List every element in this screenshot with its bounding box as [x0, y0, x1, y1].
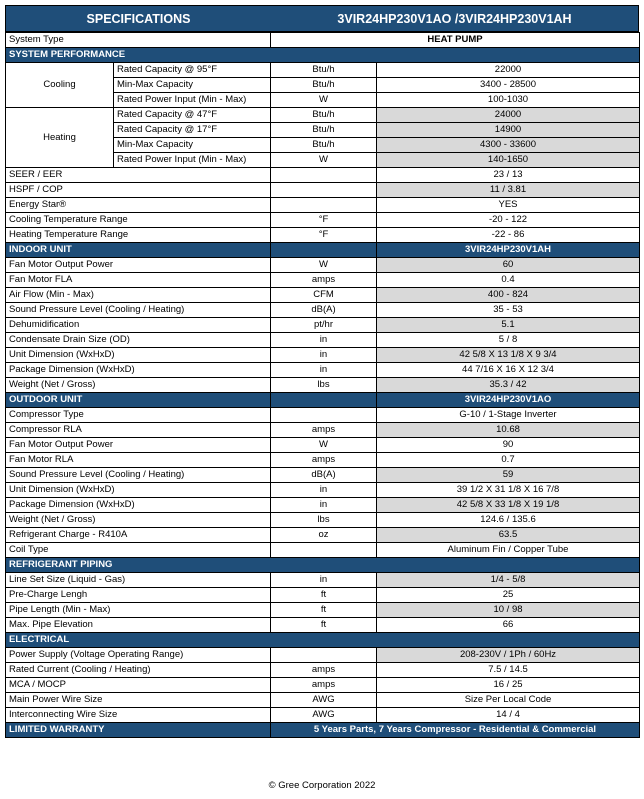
table-row [6, 693, 640, 708]
spec-unit: amps [271, 273, 377, 288]
spec-label: Rated Capacity @ 95°F [114, 63, 271, 78]
group-label: Cooling [6, 63, 114, 108]
spec-unit: Btu/h [271, 78, 377, 93]
spec-value: 90 [377, 438, 640, 453]
table-row [6, 513, 640, 528]
spec-label: Sound Pressure Level (Cooling / Heating) [6, 303, 271, 318]
title-bar [5, 5, 639, 32]
spec-unit: W [271, 93, 377, 108]
table-row [6, 528, 640, 543]
table-row [6, 318, 640, 333]
table-row [6, 363, 640, 378]
section-unit-blank [271, 243, 377, 258]
spec-label: Fan Motor Output Power [6, 438, 271, 453]
spec-sheet [5, 5, 639, 738]
spec-label: HSPF / COP [6, 183, 271, 198]
spec-label: Min-Max Capacity [114, 78, 271, 93]
section-header [6, 48, 640, 63]
group-label: Heating [6, 108, 114, 168]
table-row [6, 588, 640, 603]
table-row [6, 483, 640, 498]
table-row [6, 168, 640, 183]
spec-unit: W [271, 258, 377, 273]
spec-label: Compressor Type [6, 408, 271, 423]
spec-value: 10.68 [377, 423, 640, 438]
spec-value: 24000 [377, 108, 640, 123]
spec-value: 42 5/8 X 13 1/8 X 9 3/4 [377, 348, 640, 363]
spec-unit: amps [271, 678, 377, 693]
spec-label: Compressor RLA [6, 423, 271, 438]
spec-unit: W [271, 438, 377, 453]
spec-value: 60 [377, 258, 640, 273]
spec-unit: ft [271, 588, 377, 603]
table-row [6, 603, 640, 618]
spec-value: Aluminum Fin / Copper Tube [377, 543, 640, 558]
spec-label: Pre-Charge Lengh [6, 588, 271, 603]
spec-unit: AWG [271, 708, 377, 723]
section-title: ELECTRICAL [6, 633, 640, 648]
table-row [6, 468, 640, 483]
table-row [6, 183, 640, 198]
spec-unit: Btu/h [271, 108, 377, 123]
table-row [6, 678, 640, 693]
spec-value: 3400 - 28500 [377, 78, 640, 93]
section-header [6, 393, 640, 408]
spec-label: Air Flow (Min - Max) [6, 288, 271, 303]
table-row [6, 453, 640, 468]
spec-unit: oz [271, 528, 377, 543]
spec-label: Power Supply (Voltage Operating Range) [6, 648, 271, 663]
spec-unit: pt/hr [271, 318, 377, 333]
spec-label: Fan Motor RLA [6, 453, 271, 468]
spec-value: 66 [377, 618, 640, 633]
spec-unit [271, 183, 377, 198]
spec-label: Dehumidification [6, 318, 271, 333]
spec-value: 23 / 13 [377, 168, 640, 183]
spec-unit: CFM [271, 288, 377, 303]
spec-unit: in [271, 333, 377, 348]
table-row [6, 423, 640, 438]
table-row [6, 108, 640, 123]
spec-value: 0.4 [377, 273, 640, 288]
spec-value: YES [377, 198, 640, 213]
spec-label: Energy Star® [6, 198, 271, 213]
spec-label: Fan Motor Output Power [6, 258, 271, 273]
spec-label: Rated Capacity @ 17°F [114, 123, 271, 138]
table-row [6, 33, 640, 48]
spec-value: 0.7 [377, 453, 640, 468]
spec-value: 25 [377, 588, 640, 603]
spec-label: Coil Type [6, 543, 271, 558]
spec-value: 11 / 3.81 [377, 183, 640, 198]
spec-label: Min-Max Capacity [114, 138, 271, 153]
spec-unit [271, 408, 377, 423]
model-numbers: 3VIR24HP230V1AO /3VIR24HP230V1AH [337, 11, 572, 26]
spec-unit [271, 168, 377, 183]
warranty-row [6, 723, 640, 738]
spec-value: -22 - 86 [377, 228, 640, 243]
table-row [6, 378, 640, 393]
spec-label: Unit Dimension (WxHxD) [6, 483, 271, 498]
spec-label: Unit Dimension (WxHxD) [6, 348, 271, 363]
table-row [6, 348, 640, 363]
spec-label: Max. Pipe Elevation [6, 618, 271, 633]
spec-unit: °F [271, 228, 377, 243]
spec-label: MCA / MOCP [6, 678, 271, 693]
warranty-value: 5 Years Parts, 7 Years Compressor - Residential & Commercial [271, 723, 640, 738]
spec-value: 5 / 8 [377, 333, 640, 348]
spec-unit: in [271, 348, 377, 363]
spec-label: Package Dimension (WxHxD) [6, 363, 271, 378]
spec-unit [271, 543, 377, 558]
spec-label: Rated Power Input (Min - Max) [114, 93, 271, 108]
table-row [6, 438, 640, 453]
section-model: 3VIR24HP230V1AH [377, 243, 640, 258]
section-title: OUTDOOR UNIT [6, 393, 271, 408]
spec-label: Heating Temperature Range [6, 228, 271, 243]
spec-unit: ft [271, 618, 377, 633]
table-row [6, 273, 640, 288]
table-row [6, 573, 640, 588]
table-row [6, 63, 640, 78]
spec-unit: in [271, 573, 377, 588]
table-row [6, 648, 640, 663]
section-title: LIMITED WARRANTY [6, 723, 271, 738]
spec-unit: in [271, 498, 377, 513]
spec-unit: AWG [271, 693, 377, 708]
spec-unit: ft [271, 603, 377, 618]
table-row [6, 228, 640, 243]
spec-unit: dB(A) [271, 468, 377, 483]
spec-unit: dB(A) [271, 303, 377, 318]
table-row [6, 708, 640, 723]
spec-unit: lbs [271, 378, 377, 393]
spec-value: 22000 [377, 63, 640, 78]
table-row [6, 543, 640, 558]
table-row [6, 213, 640, 228]
spec-label: Sound Pressure Level (Cooling / Heating) [6, 468, 271, 483]
spec-value: -20 - 122 [377, 213, 640, 228]
spec-value: 42 5/8 X 33 1/8 X 19 1/8 [377, 498, 640, 513]
spec-value: 39 1/2 X 31 1/8 X 16 7/8 [377, 483, 640, 498]
section-unit-blank [271, 393, 377, 408]
section-title: REFRIGERANT PIPING [6, 558, 640, 573]
spec-label: Pipe Length (Min - Max) [6, 603, 271, 618]
table-row [6, 663, 640, 678]
spec-label: Rated Current (Cooling / Heating) [6, 663, 271, 678]
spec-value: 1/4 - 5/8 [377, 573, 640, 588]
table-row [6, 303, 640, 318]
spec-value: 35.3 / 42 [377, 378, 640, 393]
copyright-footer: © Gree Corporation 2022 [268, 780, 376, 791]
spec-unit: Btu/h [271, 123, 377, 138]
spec-value: 124.6 / 135.6 [377, 513, 640, 528]
spec-value: 14 / 4 [377, 708, 640, 723]
spec-unit: in [271, 363, 377, 378]
spec-value: Size Per Local Code [377, 693, 640, 708]
spec-unit: amps [271, 453, 377, 468]
spec-label: Interconnecting Wire Size [6, 708, 271, 723]
spec-label: Refrigerant Charge - R410A [6, 528, 271, 543]
spec-value: 10 / 98 [377, 603, 640, 618]
spec-unit: in [271, 483, 377, 498]
spec-value: 400 - 824 [377, 288, 640, 303]
spec-label: Rated Power Input (Min - Max) [114, 153, 271, 168]
spec-label: System Type [6, 33, 271, 48]
spec-label: Cooling Temperature Range [6, 213, 271, 228]
spec-label: Rated Capacity @ 47°F [114, 108, 271, 123]
spec-unit: amps [271, 663, 377, 678]
spec-unit: °F [271, 213, 377, 228]
table-row [6, 288, 640, 303]
spec-label: Main Power Wire Size [6, 693, 271, 708]
spec-unit: amps [271, 423, 377, 438]
spec-unit: Btu/h [271, 138, 377, 153]
spec-unit: Btu/h [271, 63, 377, 78]
table-row [6, 198, 640, 213]
table-row [6, 408, 640, 423]
table-row [6, 333, 640, 348]
spec-value: 100-1030 [377, 93, 640, 108]
section-title: SYSTEM PERFORMANCE [6, 48, 640, 63]
spec-label: Weight (Net / Gross) [6, 513, 271, 528]
spec-value: 14900 [377, 123, 640, 138]
spec-label: SEER / EER [6, 168, 271, 183]
spec-value: 16 / 25 [377, 678, 640, 693]
spec-value: G-10 / 1-Stage Inverter [377, 408, 640, 423]
spec-value: HEAT PUMP [271, 33, 640, 48]
spec-value: 208-230V / 1Ph / 60Hz [377, 648, 640, 663]
section-header [6, 558, 640, 573]
spec-table [5, 32, 640, 738]
spec-value: 35 - 53 [377, 303, 640, 318]
spec-value: 59 [377, 468, 640, 483]
spec-label: Weight (Net / Gross) [6, 378, 271, 393]
spec-value: 5.1 [377, 318, 640, 333]
spec-unit: lbs [271, 513, 377, 528]
table-row [6, 498, 640, 513]
spec-value: 4300 - 33600 [377, 138, 640, 153]
table-row [6, 618, 640, 633]
spec-unit [271, 198, 377, 213]
section-model: 3VIR24HP230V1AO [377, 393, 640, 408]
spec-unit: W [271, 153, 377, 168]
table-row [6, 258, 640, 273]
spec-value: 44 7/16 X 16 X 12 3/4 [377, 363, 640, 378]
section-header [6, 633, 640, 648]
spec-unit [271, 648, 377, 663]
spec-label: Line Set Size (Liquid - Gas) [6, 573, 271, 588]
spec-value: 63.5 [377, 528, 640, 543]
spec-label: Fan Motor FLA [6, 273, 271, 288]
section-title: INDOOR UNIT [6, 243, 271, 258]
section-header [6, 243, 640, 258]
spec-value: 140-1650 [377, 153, 640, 168]
spec-label: Condensate Drain Size (OD) [6, 333, 271, 348]
spec-value: 7.5 / 14.5 [377, 663, 640, 678]
spec-label: Package Dimension (WxHxD) [6, 498, 271, 513]
page-title: SPECIFICATIONS [86, 11, 191, 26]
